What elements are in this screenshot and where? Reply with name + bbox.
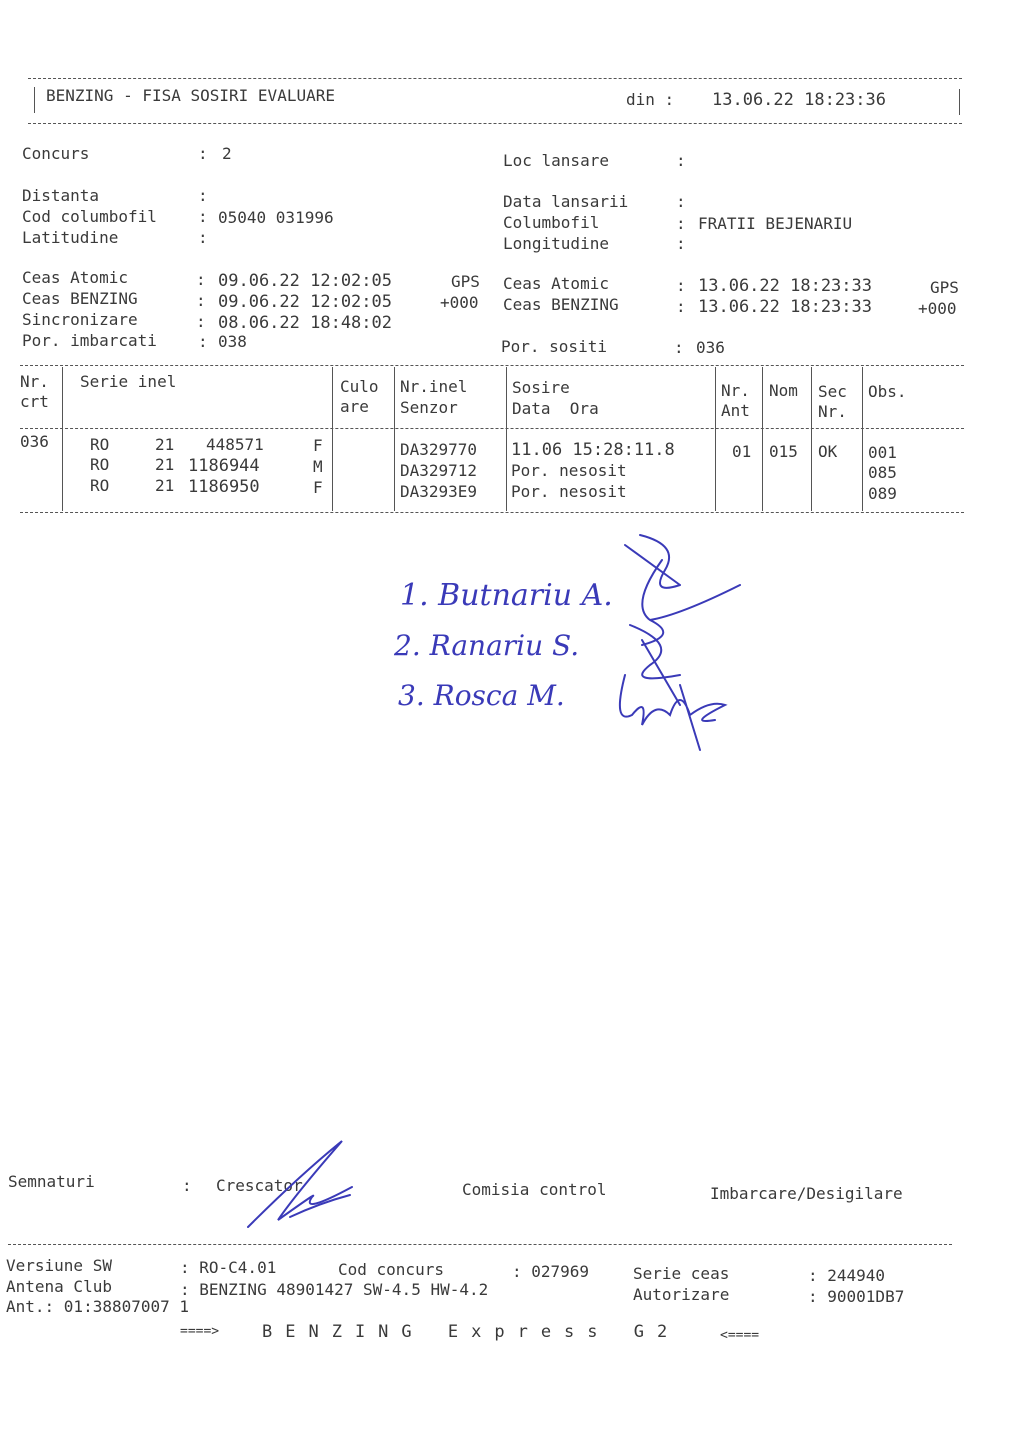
imbarcare-label: Imbarcare/Desigilare [710, 1184, 903, 1203]
ceas-atomic-r-label: Ceas Atomic [503, 274, 609, 293]
latitudine-label: Latitudine [22, 228, 119, 247]
crescator-label: Crescator [216, 1176, 303, 1195]
row1-year: 21 [155, 435, 175, 454]
row2-country: RO [90, 455, 110, 474]
concurs-value: 2 [222, 144, 232, 163]
banner-text: BENZING Express G2 [262, 1322, 681, 1342]
ceas-benzing-label: Ceas BENZING [22, 289, 138, 308]
row1-sec: OK [818, 442, 838, 461]
col-sep-8 [862, 367, 863, 511]
sincronizare-value: 08.06.22 18:48:02 [218, 313, 392, 333]
data-lansarii-label: Data lansarii [503, 192, 629, 211]
handwritten-name-2: 2. Ranariu S. [394, 629, 580, 662]
comisia-label: Comisia control [462, 1180, 607, 1199]
col-sep-3 [394, 367, 395, 511]
th-serie: Serie inel [80, 372, 177, 391]
footer-rule [8, 1244, 952, 1245]
ceas-atomic-label: Ceas Atomic [22, 268, 128, 287]
row3-obs: 089 [868, 484, 897, 503]
row2-senzor: DA329712 [400, 461, 478, 480]
handwritten-commission-signatures [380, 525, 780, 765]
longitudine-sep: : [676, 234, 686, 253]
ceas-benzing-r-sep: : [676, 297, 686, 316]
row2-ring: 1186944 [188, 456, 260, 476]
th-obs: Obs. [868, 382, 907, 401]
th-sosire-1: Sosire [512, 378, 570, 397]
handwritten-name-1: 1. Butnariu A. [400, 578, 613, 613]
th-nr-1: Nr. [20, 372, 49, 391]
table-bottom-rule [20, 512, 964, 513]
ceas-atomic-value: 09.06.22 12:02:05 [218, 271, 392, 291]
ceas-atomic-sep: : [196, 270, 206, 289]
row3-senzor: DA3293E9 [400, 482, 478, 501]
ceas-benzing-sep: : [196, 291, 206, 310]
row3-sex: F [313, 478, 323, 497]
document-title: BENZING - FISA SOSIRI EVALUARE [46, 86, 335, 105]
row3-year: 21 [155, 476, 175, 495]
cod-concurs-label: Cod concurs [338, 1260, 444, 1279]
ceas-atomic-suffix: GPS [451, 272, 480, 291]
table-header-rule [20, 428, 964, 429]
table-top-rule [20, 365, 964, 366]
header-left-bar [34, 87, 35, 113]
th-culo-1: Culo [340, 377, 379, 396]
th-culo-2: are [340, 397, 369, 416]
ceas-benzing-r-suffix: +000 [918, 299, 957, 318]
th-nr-2: crt [20, 392, 49, 411]
row2-obs: 085 [868, 463, 897, 482]
ceas-atomic-r-sep: : [676, 276, 686, 295]
serie-ceas-value: : 244940 [808, 1266, 886, 1285]
concurs-label: Concurs [22, 144, 90, 163]
row1-senzor: DA329770 [400, 440, 478, 459]
ceas-benzing-suffix: +000 [440, 293, 479, 312]
autorizare-label: Autorizare [633, 1285, 730, 1304]
handwritten-name-3: 3. Rosca M. [398, 679, 565, 712]
row1-ring: 448571 [206, 435, 264, 454]
th-nrinel-1: Nr.inel [400, 377, 468, 396]
cod-concurs-value: : 027969 [512, 1262, 590, 1281]
longitudine-label: Longitudine [503, 234, 609, 253]
sincronizare-label: Sincronizare [22, 310, 138, 329]
crescator-signature [240, 1135, 370, 1235]
ceas-atomic-r-suffix: GPS [930, 278, 959, 297]
cod-columbofil-sep: : [198, 207, 208, 226]
th-sec-1: Sec [818, 382, 847, 401]
th-sosire-2: Data Ora [512, 399, 599, 418]
th-nrinel-2: Senzor [400, 398, 458, 417]
semnaturi-label: Semnaturi [8, 1172, 95, 1191]
ceas-atomic-r-value: 13.06.22 18:23:33 [698, 276, 872, 296]
por-imbarcati-label: Por. imbarcati [22, 331, 157, 350]
din-label: din : [626, 90, 675, 109]
th-nom: Nom [769, 381, 798, 400]
row2-sex: M [313, 457, 323, 476]
semnaturi-sep: : [182, 1176, 192, 1195]
serie-ceas-label: Serie ceas [633, 1264, 730, 1283]
columbofil-sep: : [676, 214, 686, 233]
por-sositi-sep: : [674, 338, 684, 357]
row3-sosire: Por. nesosit [511, 482, 627, 501]
row1-sosire: 11.06 15:28:11.8 [511, 440, 675, 460]
ceas-benzing-r-label: Ceas BENZING [503, 295, 619, 314]
col-sep-5 [715, 367, 716, 511]
row1-obs: 001 [868, 443, 897, 462]
row3-country: RO [90, 476, 110, 495]
loc-lansare-label: Loc lansare [503, 151, 609, 170]
row1-sex: F [313, 436, 323, 455]
th-ant-1: Nr. [721, 381, 750, 400]
col-sep-1 [62, 367, 63, 511]
row1-ant: 01 [732, 442, 752, 461]
col-sep-4 [506, 367, 507, 511]
row2-year: 21 [155, 455, 175, 474]
distanta-label: Distanta [22, 186, 100, 205]
antena-label: Antena Club [6, 1277, 112, 1296]
ant-line: Ant.: 01:38807007 1 [6, 1297, 190, 1316]
banner-left: ====> [180, 1324, 220, 1339]
versiune-value: : RO-C4.01 [180, 1258, 277, 1277]
th-sec-2: Nr. [818, 402, 847, 421]
ceas-benzing-r-value: 13.06.22 18:23:33 [698, 297, 872, 317]
columbofil-value: FRATII BEJENARIU [698, 214, 853, 233]
row1-nom: 015 [769, 442, 798, 461]
col-sep-6 [762, 367, 763, 511]
data-lansarii-sep: : [676, 192, 686, 211]
header-right-bar [959, 89, 960, 115]
col-sep-2 [332, 367, 333, 511]
loc-lansare-sep: : [676, 151, 686, 170]
cod-columbofil-value: 05040 031996 [218, 208, 334, 227]
columbofil-label: Columbofil [503, 213, 600, 232]
row2-sosire: Por. nesosit [511, 461, 627, 480]
ceas-benzing-value: 09.06.22 12:02:05 [218, 292, 392, 312]
cod-columbofil-label: Cod columbofil [22, 207, 157, 226]
antena-value: : BENZING 48901427 SW-4.5 HW-4.2 [180, 1280, 489, 1299]
sincronizare-sep: : [196, 312, 206, 331]
autorizare-value: : 90001DB7 [808, 1287, 905, 1306]
nr-crt: 036 [20, 432, 49, 451]
row1-country: RO [90, 435, 110, 454]
concurs-sep: : [198, 144, 218, 163]
latitudine-sep: : [198, 228, 208, 247]
banner-right: <==== [720, 1328, 760, 1343]
versiune-label: Versiune SW [6, 1256, 112, 1275]
distanta-sep: : [198, 186, 208, 205]
por-sositi-value: 036 [696, 338, 725, 357]
por-imbarcati-sep: : [198, 332, 208, 351]
por-imbarcati-value: 038 [218, 332, 247, 351]
por-sositi-label: Por. sositi [501, 337, 607, 356]
th-ant-2: Ant [721, 401, 750, 420]
col-sep-7 [811, 367, 812, 511]
row3-ring: 1186950 [188, 477, 260, 497]
din-value: 13.06.22 18:23:36 [712, 90, 886, 110]
